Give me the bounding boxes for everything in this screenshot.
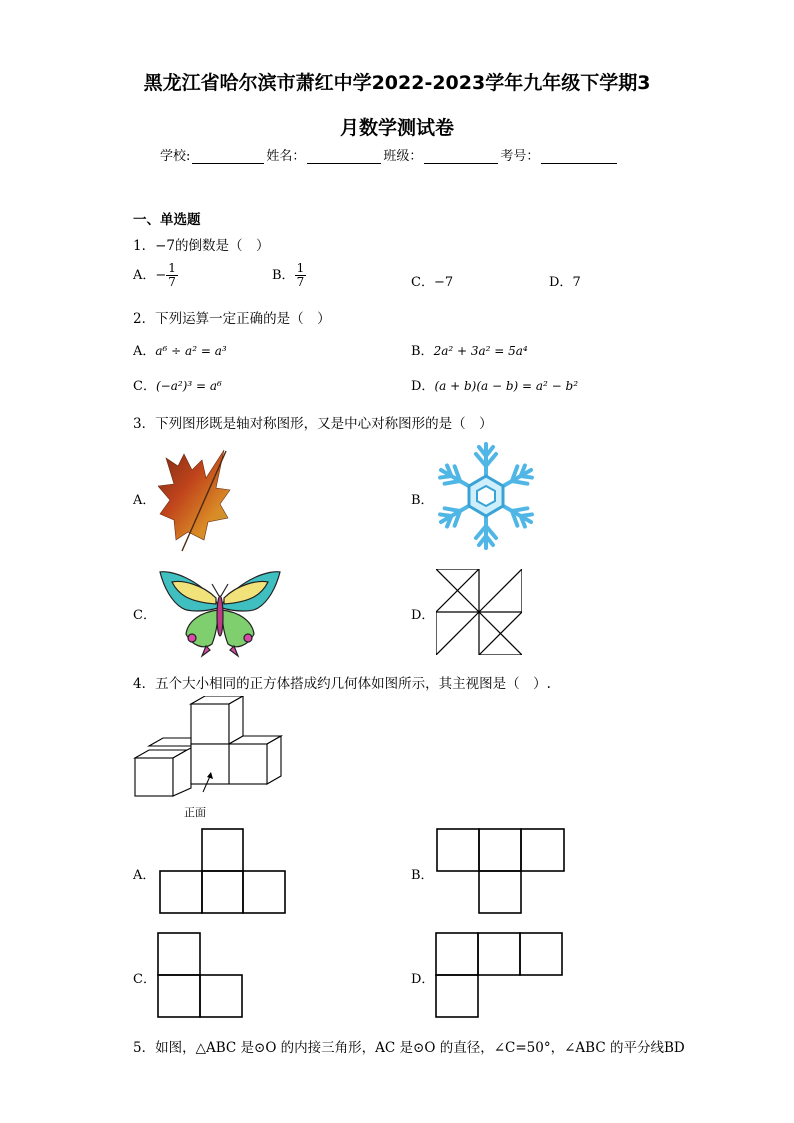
q4-option-c-figure	[157, 932, 245, 1018]
exam-number-label: 考号：	[500, 149, 540, 164]
q1-option-b[interactable]	[272, 262, 306, 289]
option-label: B．	[411, 344, 434, 359]
name-label: 姓名：	[266, 149, 306, 164]
numerator: 1	[296, 261, 305, 275]
section-heading: 一、单选题	[133, 212, 201, 228]
maple-leaf-image	[158, 448, 233, 553]
q1-option-d[interactable]	[549, 271, 581, 290]
class-label: 班级：	[383, 149, 423, 164]
q4-option-b-figure	[436, 828, 566, 914]
option-label: A．	[133, 344, 156, 359]
option-label: D．	[549, 275, 573, 290]
question-2-stem: 2．下列运算一定正确的是（ ）	[133, 311, 331, 327]
denominator: 7	[168, 275, 176, 289]
option-expression: 2a² + 3a² = 5a⁴	[433, 344, 528, 358]
school-label: 学校:	[160, 149, 191, 164]
class-field[interactable]	[424, 149, 498, 164]
fraction	[166, 262, 178, 289]
q4-option-a-figure	[159, 828, 287, 914]
minus-sign: −	[155, 268, 167, 283]
option-expression: (−a²)³ = a⁶	[155, 379, 222, 393]
q4-option-b-label[interactable]: B．	[411, 868, 434, 883]
snowflake-image	[434, 438, 538, 554]
q4-option-a-label[interactable]: A．	[133, 868, 156, 883]
option-text: 7	[572, 275, 581, 290]
question-4-stem: 4．五个大小相同的正方体搭成约几何体如图所示，其主视图是（ ）.	[133, 676, 551, 692]
page-title-line2: 月数学测试卷	[339, 117, 454, 139]
q3-option-d-label[interactable]: D．	[411, 608, 435, 623]
front-view-label: 正面	[184, 806, 206, 819]
option-expression: a⁶ ÷ a² = a³	[155, 344, 227, 358]
q2-option-a[interactable]	[133, 340, 227, 359]
denominator: 7	[296, 275, 305, 289]
q2-option-d[interactable]	[411, 375, 578, 394]
option-label: A．	[133, 268, 156, 283]
numerator: 1	[168, 261, 176, 275]
option-label: B．	[272, 268, 295, 283]
school-field[interactable]	[192, 149, 264, 164]
q4-option-d-label[interactable]: D．	[411, 972, 435, 987]
q3-option-b-label[interactable]: B．	[411, 493, 434, 508]
q2-option-b[interactable]	[411, 340, 528, 359]
option-label: C．	[411, 275, 434, 290]
cube-stack-figure	[133, 696, 285, 800]
q3-option-a-label[interactable]: A．	[133, 493, 156, 508]
q4-option-c-label[interactable]: C．	[133, 972, 156, 987]
q2-option-c[interactable]	[133, 375, 222, 394]
fraction	[295, 262, 307, 289]
butterfly-image	[158, 568, 282, 658]
pinwheel-figure	[436, 569, 522, 655]
q1-option-c[interactable]	[411, 271, 453, 290]
q4-option-d-figure	[435, 932, 565, 1018]
option-label: D．	[411, 379, 435, 394]
question-5-stem: 5．如图，△ABC 是⊙O 的内接三角形，AC 是⊙O 的直径，∠C=50°，∠ABC 的平分线BD	[133, 1040, 685, 1056]
option-text: −7	[433, 275, 454, 290]
page-title-line1: 黑龙江省哈尔滨市萧红中学2022-2023学年九年级下学期3	[143, 72, 651, 94]
question-3-stem: 3．下列图形既是轴对称图形，又是中心对称图形的是（ ）	[133, 416, 493, 432]
question-1-stem: 1．−7的倒数是（ ）	[133, 238, 270, 254]
option-expression: (a + b)(a − b) = a² − b²	[434, 379, 579, 393]
name-field[interactable]	[307, 149, 381, 164]
q1-option-a[interactable]	[133, 262, 178, 289]
student-info-line	[160, 145, 619, 164]
q3-option-c-label[interactable]: C．	[133, 608, 156, 623]
option-label: C．	[133, 379, 156, 394]
exam-number-field[interactable]	[541, 149, 617, 164]
